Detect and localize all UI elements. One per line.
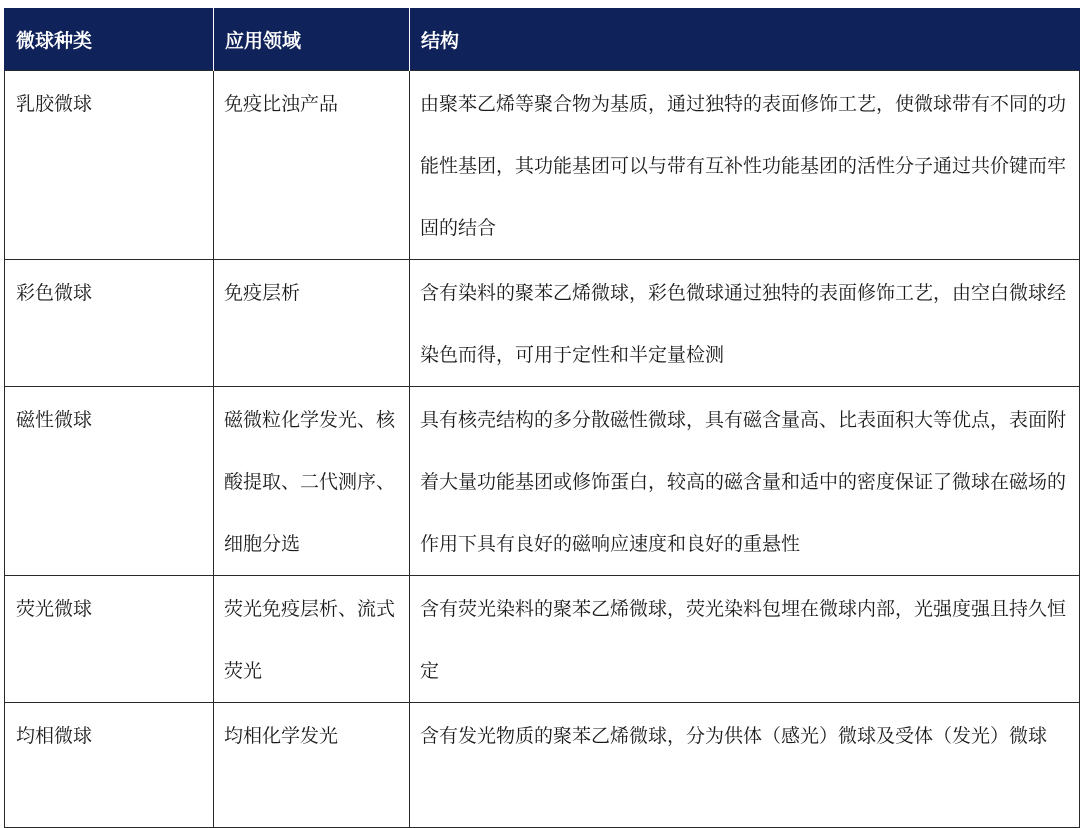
cell-structure [410,260,1080,387]
cell-type-text: 彩色微球 [16,282,93,304]
cell-type-text: 磁性微球 [16,409,93,431]
header-row [5,8,1080,71]
cell-application-text: 均相化学发光 [224,725,339,747]
cell-application [214,576,410,703]
header-type: 微球种类 [5,8,214,71]
cell-application [214,260,410,387]
cell-application-text: 荧光免疫层析、流式荧光 [224,598,396,682]
table-row [5,260,1080,387]
cell-type [5,387,214,576]
table-header [5,8,1080,71]
cell-application [214,71,410,260]
cell-application [214,703,410,828]
cell-application-text: 免疫比浊产品 [224,93,339,115]
header-application: 应用领域 [214,8,410,71]
cell-structure [410,576,1080,703]
cell-structure [410,703,1080,828]
header-structure: 结构 [410,8,1080,71]
cell-application [214,387,410,576]
cell-structure [410,387,1080,576]
table-body [5,71,1080,828]
cell-structure [410,71,1080,260]
microsphere-table [4,8,1080,828]
table-row [5,71,1080,260]
cell-type-text: 荧光微球 [16,598,93,620]
cell-type-text: 均相微球 [16,725,93,747]
cell-type [5,703,214,828]
cell-structure-text: 由聚苯乙烯等聚合物为基质，通过独特的表面修饰工艺，使微球带有不同的功能性基团，其功能基团可以与带有互补性功能基团的活性分子通过共价键而牢固的结合 [420,93,1067,239]
cell-type [5,576,214,703]
microsphere-table-container [4,8,1079,828]
cell-structure-text: 含有发光物质的聚苯乙烯微球，分为供体（感光）微球及受体（发光）微球 [420,725,1048,747]
cell-application-text: 磁微粒化学发光、核酸提取、二代测序、细胞分选 [224,409,396,555]
table-row [5,703,1080,828]
cell-structure-text: 含有染料的聚苯乙烯微球，彩色微球通过独特的表面修饰工艺，由空白微球经染色而得，可用于定性和半定量检测 [420,282,1067,366]
cell-structure-text: 具有核壳结构的多分散磁性微球，具有磁含量高、比表面积大等优点，表面附着大量功能基团或修饰蛋白，较高的磁含量和适中的密度保证了微球在磁场的作用下具有良好的磁响应速度和良好的重悬性 [420,409,1067,555]
cell-type [5,71,214,260]
cell-structure-text: 含有荧光染料的聚苯乙烯微球，荧光染料包埋在微球内部，光强度强且持久恒定 [420,598,1067,682]
cell-type-text: 乳胶微球 [16,93,93,115]
table-row [5,387,1080,576]
cell-application-text: 免疫层析 [224,282,301,304]
cell-type [5,260,214,387]
table-row [5,576,1080,703]
